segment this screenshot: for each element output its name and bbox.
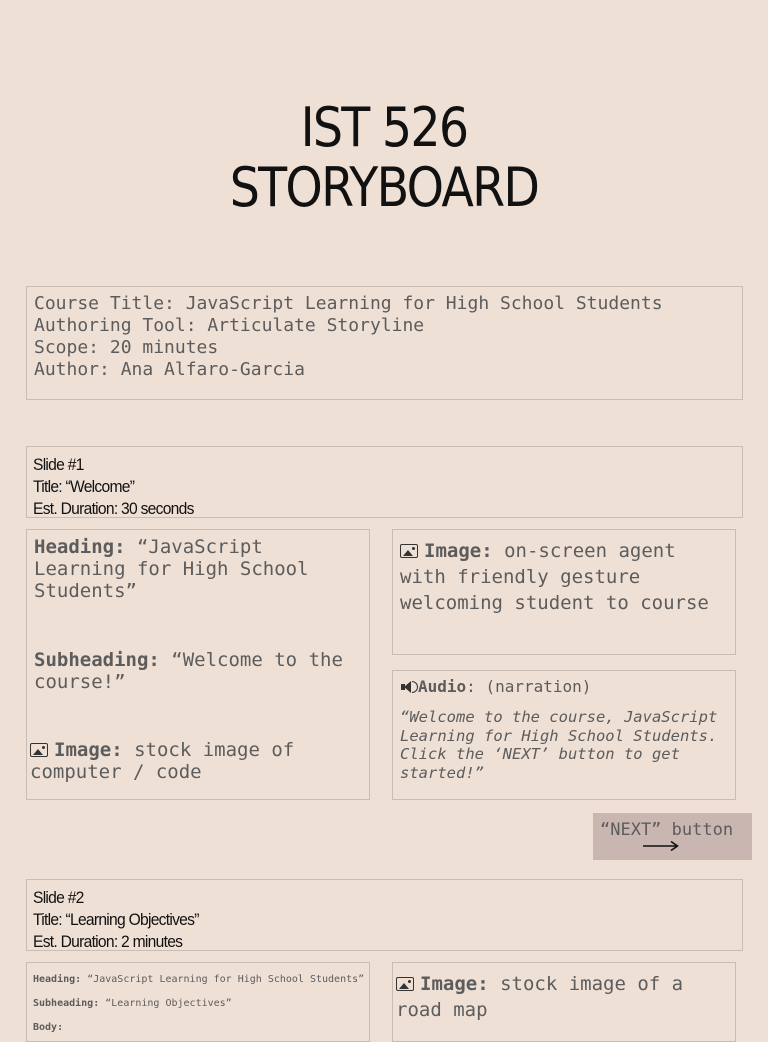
image-icon — [30, 743, 48, 757]
image-text: stock image of computer / code — [30, 739, 295, 783]
slide-title: Title: “Welcome” — [33, 477, 135, 496]
image-text: stock image of a road map — [396, 973, 684, 1021]
heading-text: “JavaScript Learning for High School Students” — [34, 536, 309, 602]
audio-label: Audio — [418, 677, 467, 696]
heading-text: “JavaScript Learning for High School Students” — [87, 974, 365, 985]
narration-text: “Welcome to the course, JavaScript Learning for High School Students. Click the ‘NEXT’ button to get started!” — [400, 708, 718, 782]
subheading-text: “Learning Objectives” — [105, 998, 232, 1009]
agent-image-text: on-screen agent with friendly gesture welcoming student to course — [400, 540, 709, 614]
slide-duration: Est. Duration: 30 seconds — [33, 499, 194, 518]
arrow-right-icon — [643, 841, 679, 851]
heading-block — [33, 968, 363, 992]
agent-image-block — [400, 538, 720, 616]
slide-2-image-box — [392, 962, 736, 1042]
slide-number: Slide #1 — [33, 455, 84, 474]
image-icon — [400, 544, 418, 558]
subheading-text: “Welcome to the course!” — [34, 649, 343, 693]
image-block — [396, 971, 716, 1023]
course-info-box — [26, 286, 743, 400]
slide-duration: Est. Duration: 2 minutes — [33, 932, 183, 951]
course-title: Course Title: JavaScript Learning for High School Students — [34, 293, 663, 314]
slide-1-agent-image-box — [392, 529, 736, 655]
slide-2-text-box — [26, 962, 370, 1042]
slide-1-header — [26, 446, 743, 518]
page-title — [46, 98, 722, 218]
slide-1-text-box — [26, 529, 370, 800]
agent-image-label: Image: — [424, 540, 493, 562]
audio-line — [400, 677, 728, 697]
heading-block — [34, 536, 334, 602]
image-label: Image: — [420, 973, 489, 995]
slide-number: Slide #2 — [33, 888, 84, 907]
image-block — [30, 739, 320, 783]
body-block — [33, 1016, 363, 1040]
subheading-block — [33, 992, 363, 1016]
audio-suffix: : (narration) — [466, 677, 592, 696]
slide-2-header — [26, 879, 743, 951]
subheading-block — [34, 649, 364, 693]
slide-1-audio-box — [392, 670, 736, 800]
subheading-label: Subheading: — [33, 998, 100, 1009]
authoring-tool: Authoring Tool: Articulate Storyline — [34, 315, 425, 336]
next-button[interactable] — [593, 813, 752, 860]
title-line-2: STORYBOARD — [229, 156, 539, 219]
image-label: Image: — [54, 739, 123, 761]
title-line-1: IST 526 — [300, 96, 468, 159]
image-icon — [396, 977, 414, 991]
next-button-label: “NEXT” button — [600, 820, 734, 840]
subheading-label: Subheading: — [34, 649, 160, 671]
body-label: Body: — [33, 1022, 64, 1033]
speaker-icon — [400, 680, 418, 694]
author: Author: Ana Alfaro-Garcia — [34, 359, 305, 380]
scope: Scope: 20 minutes — [34, 337, 219, 358]
slide-title: Title: “Learning Objectives” — [33, 910, 199, 929]
heading-label: Heading: — [34, 536, 126, 558]
heading-label: Heading: — [33, 974, 82, 985]
